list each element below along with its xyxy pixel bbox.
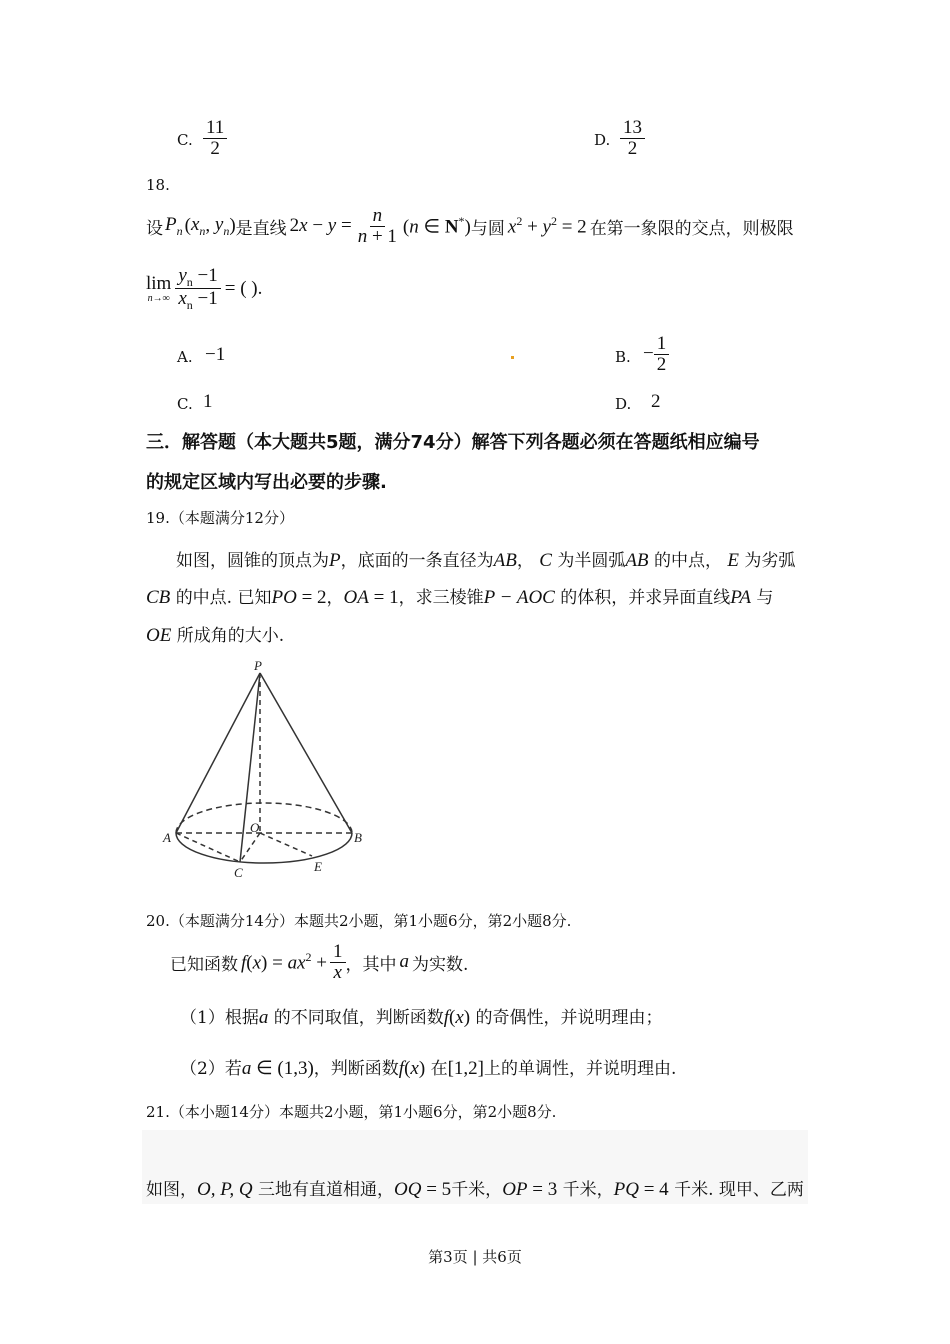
segment-OE — [260, 833, 312, 856]
section3-heading-line1: 三．解答题（本大题共5题，满分74分）解答下列各题必须在答题纸相应编号 — [146, 432, 760, 453]
q19-line3: OE 所成角的大小. — [146, 625, 285, 646]
q18-statement: 设 $P_n$ ( $x_n$ , $y_n$ ) 是直线 2x − y = $\frac{n}{n + 1}$ (n ∈ N*) 与圆 $x^2 + y^2 = 2$ 在第一象限的交点，则极限 — [146, 205, 794, 247]
q17-option-c-label: C. — [177, 131, 193, 149]
q20-part2: （2）若a ∈ (1,3)，判断函数f(x) 在[1,2]上的单调性，并说明理由. — [180, 1058, 677, 1079]
q19-header: 19.（本题满分12分） — [146, 509, 294, 527]
q17-option-d-label: D. — [594, 131, 611, 149]
label-P: P — [254, 658, 262, 673]
q18-limit-expression: lim n→∞ $\frac{y_n -1}{x_n -1}$ = ( ). — [146, 265, 263, 313]
q19-line1: 如图，圆锥的顶点为P，底面的一条直径为AB， C 为半圆弧AB 的中点， E 为劣弧 — [176, 550, 796, 571]
q20-intro: 已知函数 $f(x) = ax^2$ + $\frac{1}{x}$ ，其中 a 为实数. — [170, 941, 469, 983]
q18-option-d-label: D. — [615, 395, 632, 413]
q20-part1: （1）根据a 的不同取值，判断函数f(x) 的奇偶性，并说明理由； — [180, 1007, 663, 1028]
page-footer: 第3页 | 共6页 — [428, 1248, 522, 1266]
label-B: B — [354, 830, 362, 845]
q18-option-a-label: A. — [177, 348, 193, 366]
label-E: E — [314, 859, 322, 874]
base-front-arc — [176, 833, 352, 863]
q18-option-b-label: B. — [615, 348, 631, 366]
base-back-arc — [176, 803, 352, 833]
q21-line: 如图，O, P, Q 三地有直道相通，OQ = 5千米，OP = 3 千米，PQ = 4 千米. 现甲、乙两 — [146, 1179, 804, 1200]
label-C: C — [234, 865, 243, 880]
q18-option-a-value: −1 — [205, 344, 226, 365]
cone-figure — [150, 655, 380, 890]
edge-PB — [260, 673, 352, 833]
q18-number: 18. — [146, 176, 170, 194]
q18-option-c-value: 1 — [203, 391, 213, 412]
section3-heading-line2: 的规定区域内写出必要的步骤. — [146, 472, 387, 493]
edge-PA — [176, 673, 260, 833]
q17-option-d-value: $\frac{13}{2}$ — [620, 118, 645, 159]
q17-option-c-value: $\frac{11}{2}$ — [203, 118, 227, 159]
q20-header: 20.（本题满分14分）本题共2小题，第1小题6分，第2小题8分. — [146, 912, 572, 930]
stray-dot — [511, 356, 514, 359]
q18-option-c-label: C. — [177, 395, 193, 413]
q21-header: 21.（本小题14分）本题共2小题，第1小题6分，第2小题8分. — [146, 1103, 557, 1121]
q19-line2: CB 的中点. 已知PO = 2，OA = 1，求三棱锥P − AOC 的体积，并求异面直线PA 与 — [146, 587, 774, 608]
q18-option-d-value: 2 — [651, 391, 661, 412]
q18-option-b-value: − $\frac{1}{2}$ — [643, 334, 669, 375]
label-O: O — [250, 820, 260, 835]
label-A: A — [163, 830, 171, 845]
